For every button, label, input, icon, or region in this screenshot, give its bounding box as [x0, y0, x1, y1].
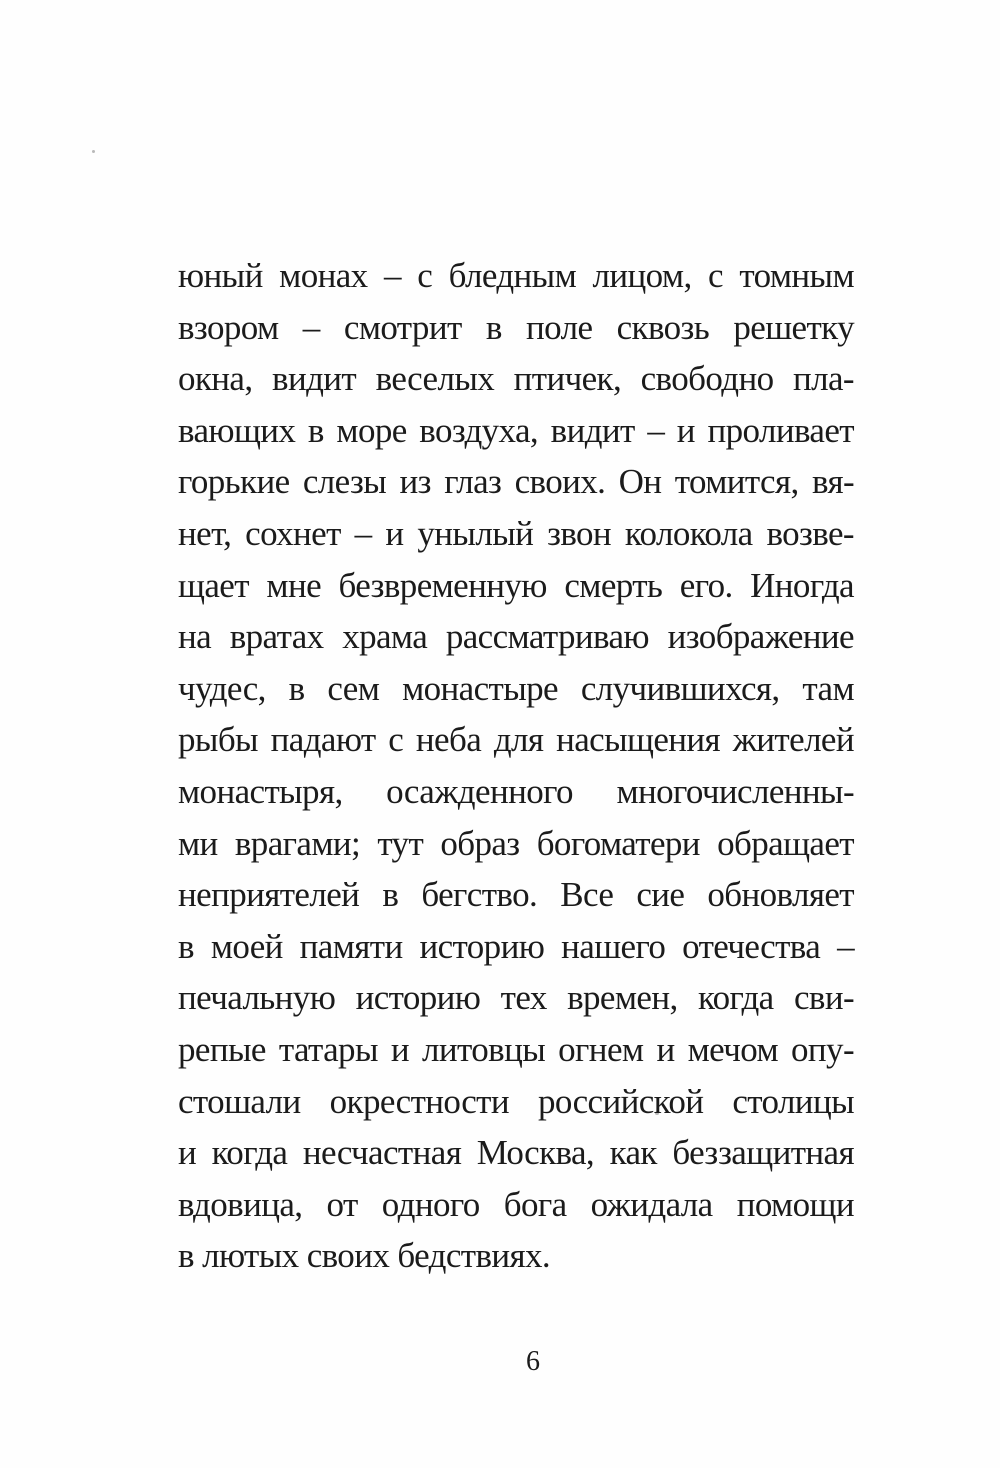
text-line: монастыря, осажденного многочисленны-: [178, 771, 854, 811]
text-line: печальную историю тех времен, когда сви-: [178, 978, 854, 1018]
text-line: в лютых своих бедствиях.: [178, 1236, 551, 1276]
text-line: в моей памяти историю нашего отечества –: [178, 926, 854, 966]
text-line: ми врагами; тут образ богоматери обращает: [178, 823, 854, 863]
text-line: на вратах храма рассматриваю изображение: [178, 617, 854, 657]
text-line: рыбы падают с неба для насыщения жителей: [178, 720, 854, 760]
text-line: взором – смотрит в поле сквозь решетку: [178, 307, 854, 347]
text-line: репые татары и литовцы огнем и мечом опу-: [178, 1029, 854, 1069]
text-line: юный монах – с бледным лицом, с томным: [178, 256, 854, 295]
body-text: [178, 250, 854, 1282]
text-line: стошали окрестности российской столицы: [178, 1081, 854, 1121]
text-line: нет, сохнет – и унылый звон колокола возве-: [178, 513, 854, 553]
text-line: вдовица, от одного бога ожидала помощи: [178, 1184, 854, 1224]
text-line: щает мне безвременную смерть его. Иногда: [178, 565, 854, 605]
text-line: неприятелей в бегство. Все сие обновляет: [178, 875, 854, 915]
page-number: 6: [526, 1346, 540, 1377]
text-line: чудес, в сем монастыре случившихся, там: [178, 668, 854, 708]
text-line: окна, видит веселых птичек, свободно пла-: [178, 359, 854, 399]
paper-speck: [92, 150, 95, 153]
text-line: вающих в море воздуха, видит – и проливает: [178, 410, 854, 450]
text-line: горькие слезы из глаз своих. Он томится, вя-: [178, 462, 854, 502]
text-line: и когда несчастная Москва, как беззащитная: [178, 1133, 854, 1173]
